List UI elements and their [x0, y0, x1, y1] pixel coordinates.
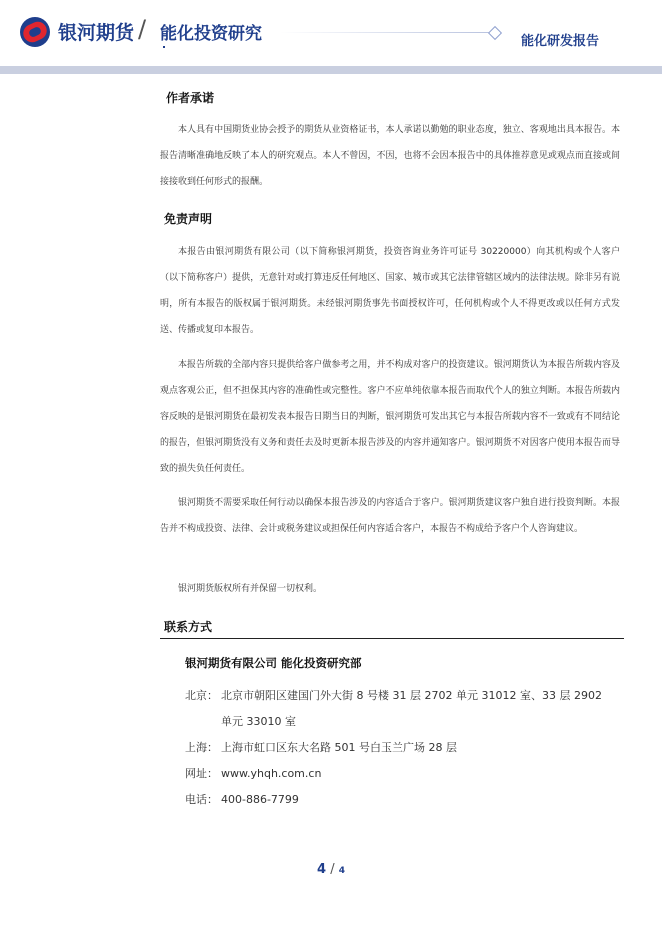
contact-value: 400-886-7799 — [221, 793, 299, 806]
disclaimer-paragraph: 本报告由银河期货有限公司（以下简称银河期货，投资咨询业务许可证号 30220000）向其机构或个人客户（以下简称客户）提供，无意针对或打算违反任何地区、国家、城市或其它法律管辖区域内的法律法规。除非另有说明，所有本报告的版权属于银河期货。未经银河期货事先书面授权许可，任何机构或个人不得更改或以任何方式发送、传播或复印本报告。 — [160, 247, 620, 335]
disclaimer-paragraph: 银河期货版权所有并保留一切权利。 — [178, 584, 323, 594]
page-number — [0, 858, 662, 877]
header-divider-line — [280, 32, 490, 33]
company-department: 银河期货有限公司 能化投资研究部 — [185, 656, 362, 670]
commitment-paragraph: 本人具有中国期货业协会授予的期货从业资格证书，本人承诺以勤勉的职业态度，独立、客观地出具本报告。本报告清晰准确地反映了本人的研究观点。本人不曾因，不因，也将不会因本报告中的具体推荐意见或观点而直接或间接接收到任何形式的报酬。 — [160, 125, 620, 187]
disclaimer-title: 免责声明 — [164, 212, 213, 226]
decorative-dot — [163, 46, 165, 48]
header-band — [0, 66, 662, 74]
contact-label: 网址： — [185, 767, 218, 780]
commitment-title: 作者承诺 — [166, 91, 215, 105]
disclaimer-paragraph: 本报告所载的全部内容只提供给客户做参考之用，并不构成对客户的投资建议。银河期货认为本报告所载内容及观点客观公正，但不担保其内容的准确性或完整性。客户不应单纯依靠本报告而取代个人的独立判断。本报告所载内容反映的是银河期货在最初发表本报告日期当日的判断，银河期货可发出其它与本报告所载内容不一致或有不同结论的报告，但银河期货没有义务和责任去及时更新本报告涉及的内容并通知客户。银河期货不对因客户使用本报告而导致的损失负任何责任。 — [160, 360, 620, 474]
contact-value: 北京市朝阳区建国门外大街 8 号楼 31 层 2702 单元 31012 室、33 层 2902 单元 33010 室 — [221, 689, 602, 728]
department-name: 能化投资研究 — [160, 24, 262, 44]
report-type-label: 能化研发报告 — [521, 34, 600, 49]
page-header — [0, 0, 662, 74]
contact-label: 电话： — [185, 793, 218, 806]
disclaimer-paragraph: 银河期货不需要采取任何行动以确保本报告涉及的内容适合于客户。银河期货建议客户独自进行投资判断。本报告并不构成投资、法律、会计或税务建议或担保任何内容适合客户，本报告不构成给予客户个人咨询建议。 — [160, 498, 620, 534]
contact-divider — [160, 638, 624, 639]
current-page: 4 — [317, 862, 327, 877]
galaxy-futures-logo-icon — [20, 17, 50, 47]
page-separator: / — [326, 862, 339, 877]
website-link[interactable]: www.yhqh.com.cn — [221, 767, 322, 780]
contact-label: 上海： — [185, 741, 218, 754]
diamond-icon — [488, 26, 502, 40]
total-pages: 4 — [338, 866, 345, 876]
header-slash: / — [138, 15, 147, 43]
contact-title: 联系方式 — [164, 620, 213, 634]
contact-value: 上海市虹口区东大名路 501 号白玉兰广场 28 层 — [221, 741, 457, 754]
contact-label: 北京： — [185, 689, 218, 702]
brand-name: 银河期货 — [58, 22, 135, 44]
